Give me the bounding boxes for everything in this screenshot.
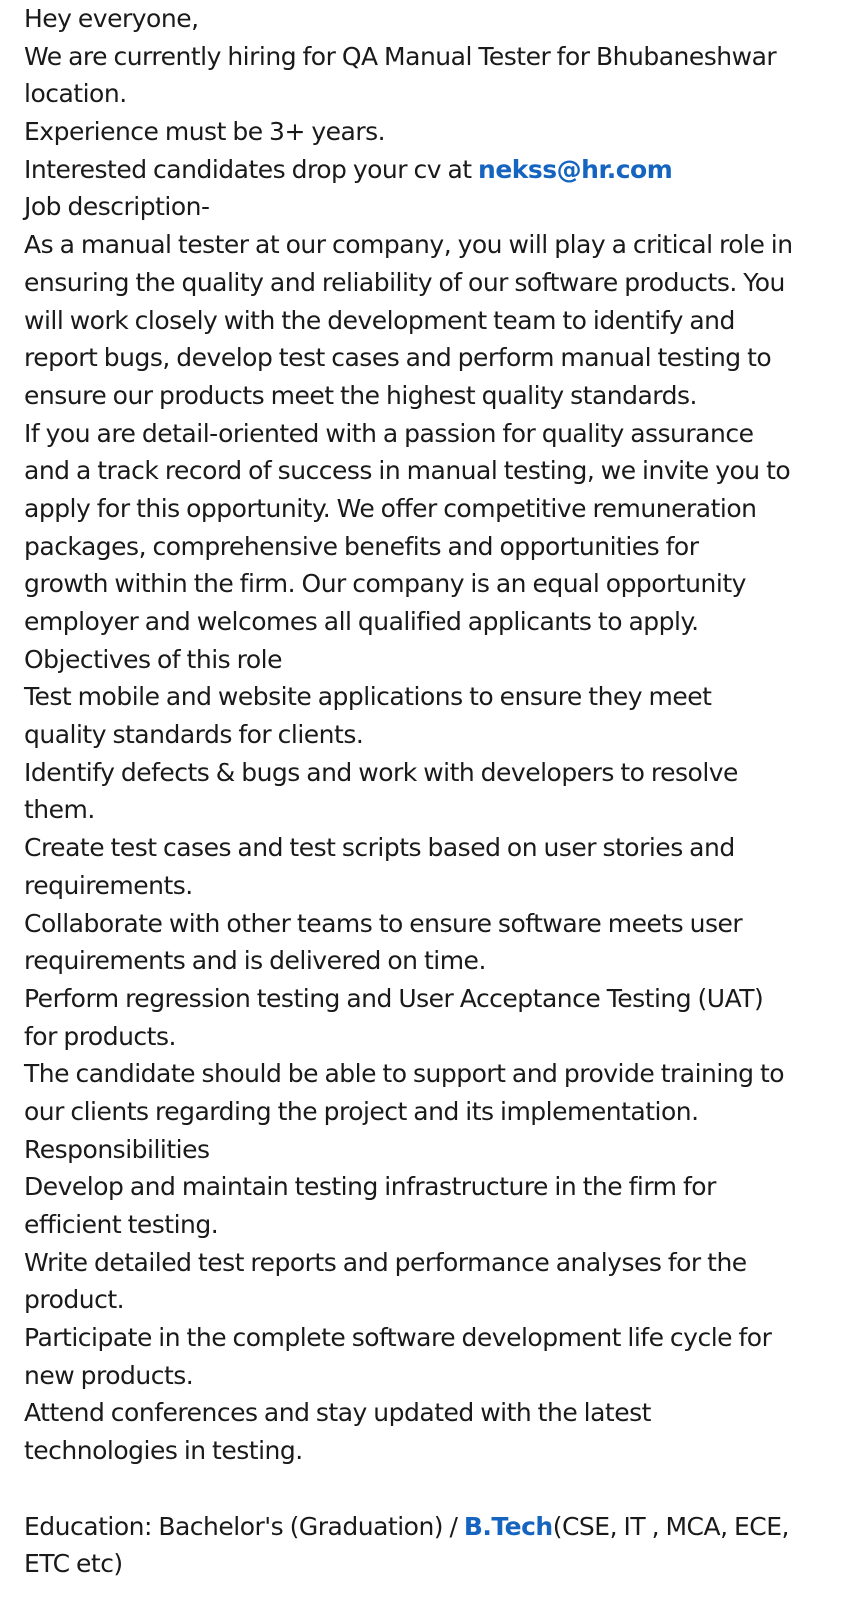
- description-line: growth within the firm. Our company is an equal opportunity: [24, 569, 746, 599]
- objective-line: The candidate should be able to support and provide training to: [24, 1059, 785, 1089]
- blank-line: [24, 1470, 844, 1508]
- objective-line: Create test cases and test scripts based on user stories and: [24, 833, 735, 863]
- objective-line: Test mobile and website applications to ensure they meet: [24, 682, 712, 712]
- description-line: report bugs, develop test cases and perform manual testing to: [24, 343, 772, 373]
- objective-line: Identify defects & bugs and work with developers to resolve: [24, 757, 738, 787]
- hiring-announcement: We are currently hiring for QA Manual Tester for Bhubaneshwar: [24, 41, 777, 71]
- education-last-line: ETC etc): [24, 1549, 123, 1579]
- responsibility-line: Write detailed test reports and performance analyses for the: [24, 1247, 747, 1277]
- description-line: apply for this opportunity. We offer competitive remuneration: [24, 493, 757, 523]
- objective-line: for products.: [24, 1021, 176, 1051]
- cv-instruction: [24, 151, 844, 189]
- job-description-heading: Job description-: [24, 192, 210, 222]
- objective-line: our clients regarding the project and its implementation.: [24, 1096, 699, 1126]
- responsibility-line: Attend conferences and stay updated with the latest: [24, 1398, 651, 1428]
- responsibilities-heading: Responsibilities: [24, 1134, 210, 1164]
- description-line: employer and welcomes all qualified applicants to apply.: [24, 607, 699, 636]
- description-line: and a track record of success in manual testing, we invite you to: [24, 456, 791, 486]
- objectives-heading: Objectives of this role: [24, 644, 282, 674]
- experience-requirement: Experience must be 3+ years.: [24, 117, 386, 147]
- cv-instruction-text: Interested candidates drop your cv at: [24, 154, 479, 184]
- responsibility-line: technologies in testing.: [24, 1436, 303, 1466]
- objective-line: quality standards for clients.: [24, 720, 364, 750]
- education-prefix: Education: Bachelor's (Graduation) /: [24, 1511, 464, 1541]
- objective-line: Collaborate with other teams to ensure software meets user: [24, 908, 743, 938]
- hiring-location: location.: [24, 79, 127, 109]
- objective-line: them.: [24, 795, 95, 825]
- description-line: packages, comprehensive benefits and opportunities for: [24, 531, 699, 561]
- email-link[interactable]: nekss@hr.com: [478, 154, 673, 184]
- education-suffix: (CSE, IT , MCA, ECE,: [552, 1511, 789, 1541]
- responsibility-line: product.: [24, 1285, 125, 1315]
- btech-link[interactable]: B.Tech: [463, 1511, 553, 1541]
- objective-line: requirements.: [24, 870, 193, 900]
- responsibility-line: efficient testing.: [24, 1210, 219, 1239]
- responsibility-line: Develop and maintain testing infrastructure in the firm for: [24, 1172, 716, 1202]
- objective-line: requirements and is delivered on time.: [24, 946, 486, 976]
- description-line: ensure our products meet the highest quality standards.: [24, 380, 697, 410]
- description-line: As a manual tester at our company, you will play a critical role in: [24, 230, 793, 260]
- description-line: If you are detail-oriented with a passion for quality assurance: [24, 418, 754, 448]
- job-post-body: [24, 0, 844, 1583]
- education-line: [24, 1508, 844, 1546]
- description-line: ensuring the quality and reliability of our software products. You: [24, 267, 785, 297]
- objective-line: Perform regression testing and User Acceptance Testing (UAT): [24, 983, 764, 1013]
- responsibility-line: Participate in the complete software development life cycle for: [24, 1323, 772, 1353]
- description-line: will work closely with the development team to identify and: [24, 305, 735, 335]
- responsibility-line: new products.: [24, 1360, 194, 1390]
- greeting: Hey everyone,: [24, 4, 199, 33]
